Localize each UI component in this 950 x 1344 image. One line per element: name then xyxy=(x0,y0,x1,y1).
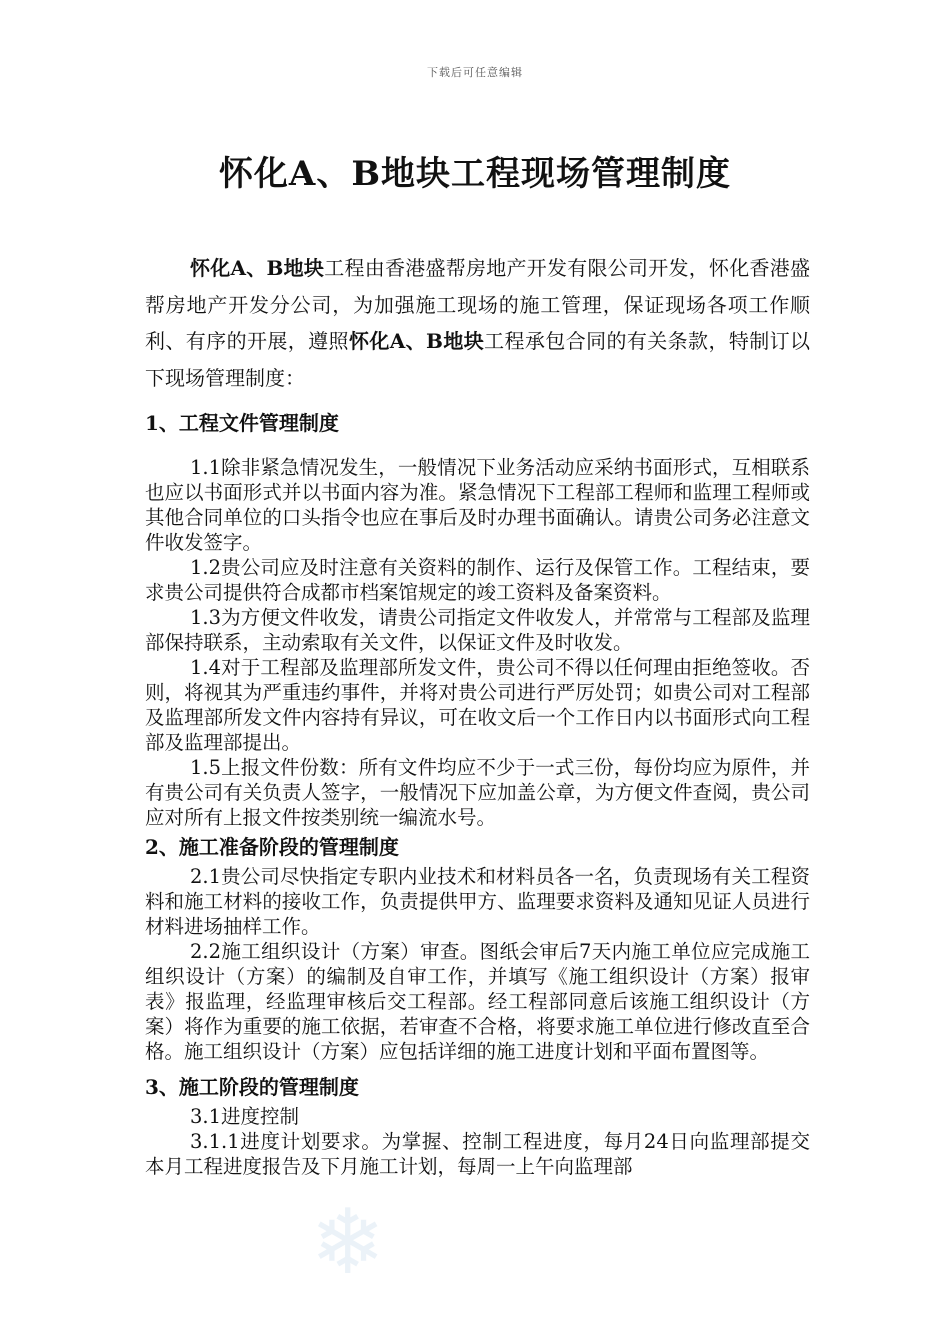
section-3-paragraph-1: 3.1进度控制 xyxy=(190,1105,300,1128)
intro-project-name: 怀化A、B地块 xyxy=(190,256,325,280)
section-3-paragraph-2: 3.1.1进度计划要求。为掌握、控制工程进度，每月24日向监理部提交本月工程进度报告及下月施工计划，每周一上午向监理部 xyxy=(145,1130,810,1178)
intro-text: 工程由香港盛帮房地产开发有限公司开发，怀化香港盛帮房地产开发分公司，为加强施工现场的施工管理，保证现场各项工作顺利、有序的开展，遵照 xyxy=(145,256,811,353)
section-1-paragraph-5: 1.5上报文件份数：所有文件均应不少于一式三份，每份均应为原件，并有贵公司有关负责人签字，一般情况下应加盖公章，为方便文件查阅，贵公司应对所有上报文件按类别统一编流水号。 xyxy=(145,756,810,829)
section-2-paragraph-2: 2.2施工组织设计（方案）审查。图纸会审后7天内施工单位应完成施工组织设计（方案）的编制及自审工作，并填写《施工组织设计（方案）报审表》报监理，经监理审核后交工程部。经工程部同意后该施工组织设计（方案）将作为重要的施工依据，若审查不合格，将要求施工单位进行修改直至合格。施工组织设计（方案）应包括详细的施工进度计划和平面布置图等。 xyxy=(145,940,810,1063)
section-1-paragraph-4: 1.4对于工程部及监理部所发文件，贵公司不得以任何理由拒绝签收。否则，将视其为严重违约事件，并将对贵公司进行严厉处罚；如贵公司对工程部及监理部所发文件内容持有异议，可在收文后一个工作日内以书面形式向工程部及监理部提出。 xyxy=(145,656,810,754)
header-watermark: 下载后可任意编辑 xyxy=(427,66,523,79)
section-heading-2: 2、施工准备阶段的管理制度 xyxy=(145,835,399,859)
document-title: 怀化A、B地块工程现场管理制度 xyxy=(218,154,732,194)
intro-paragraph xyxy=(145,250,810,396)
section-1-paragraph-3: 1.3为方便文件收发，请贵公司指定文件收发人，并常常与工程部及监理部保持联系，主动索取有关文件，以保证文件及时收发。 xyxy=(145,606,810,654)
section-1-paragraph-1: 1.1除非紧急情况发生，一般情况下业务活动应采纳书面形式，互相联系也应以书面形式并以书面内容为准。紧急情况下工程部工程师和监理工程师或其他合同单位的口头指令也应在事后及时办理书面确认。请贵公司务必注意文件收发签字。 xyxy=(145,456,810,554)
section-1-paragraph-2: 1.2贵公司应及时注意有关资料的制作、运行及保管工作。工程结束，要求贵公司提供符合成都市档案馆规定的竣工资料及备案资料。 xyxy=(145,556,810,604)
intro-text-2: 工程承包合同的有关条款，特制订以下现场管理制度： xyxy=(145,329,811,390)
section-heading-3: 3、施工阶段的管理制度 xyxy=(145,1075,359,1099)
section-heading-1: 1、工程文件管理制度 xyxy=(145,411,339,435)
document-body xyxy=(145,250,810,1179)
section-2-paragraph-1: 2.1贵公司尽快指定专职内业技术和材料员各一名，负责现场有关工程资料和施工材料的接收工作，负责提供甲方、监理要求资料及通知见证人员进行材料进场抽样工作。 xyxy=(145,865,810,938)
background-watermark-shape: ❄ xyxy=(310,1190,386,1295)
intro-project-name-2: 怀化A、B地块 xyxy=(348,329,485,353)
